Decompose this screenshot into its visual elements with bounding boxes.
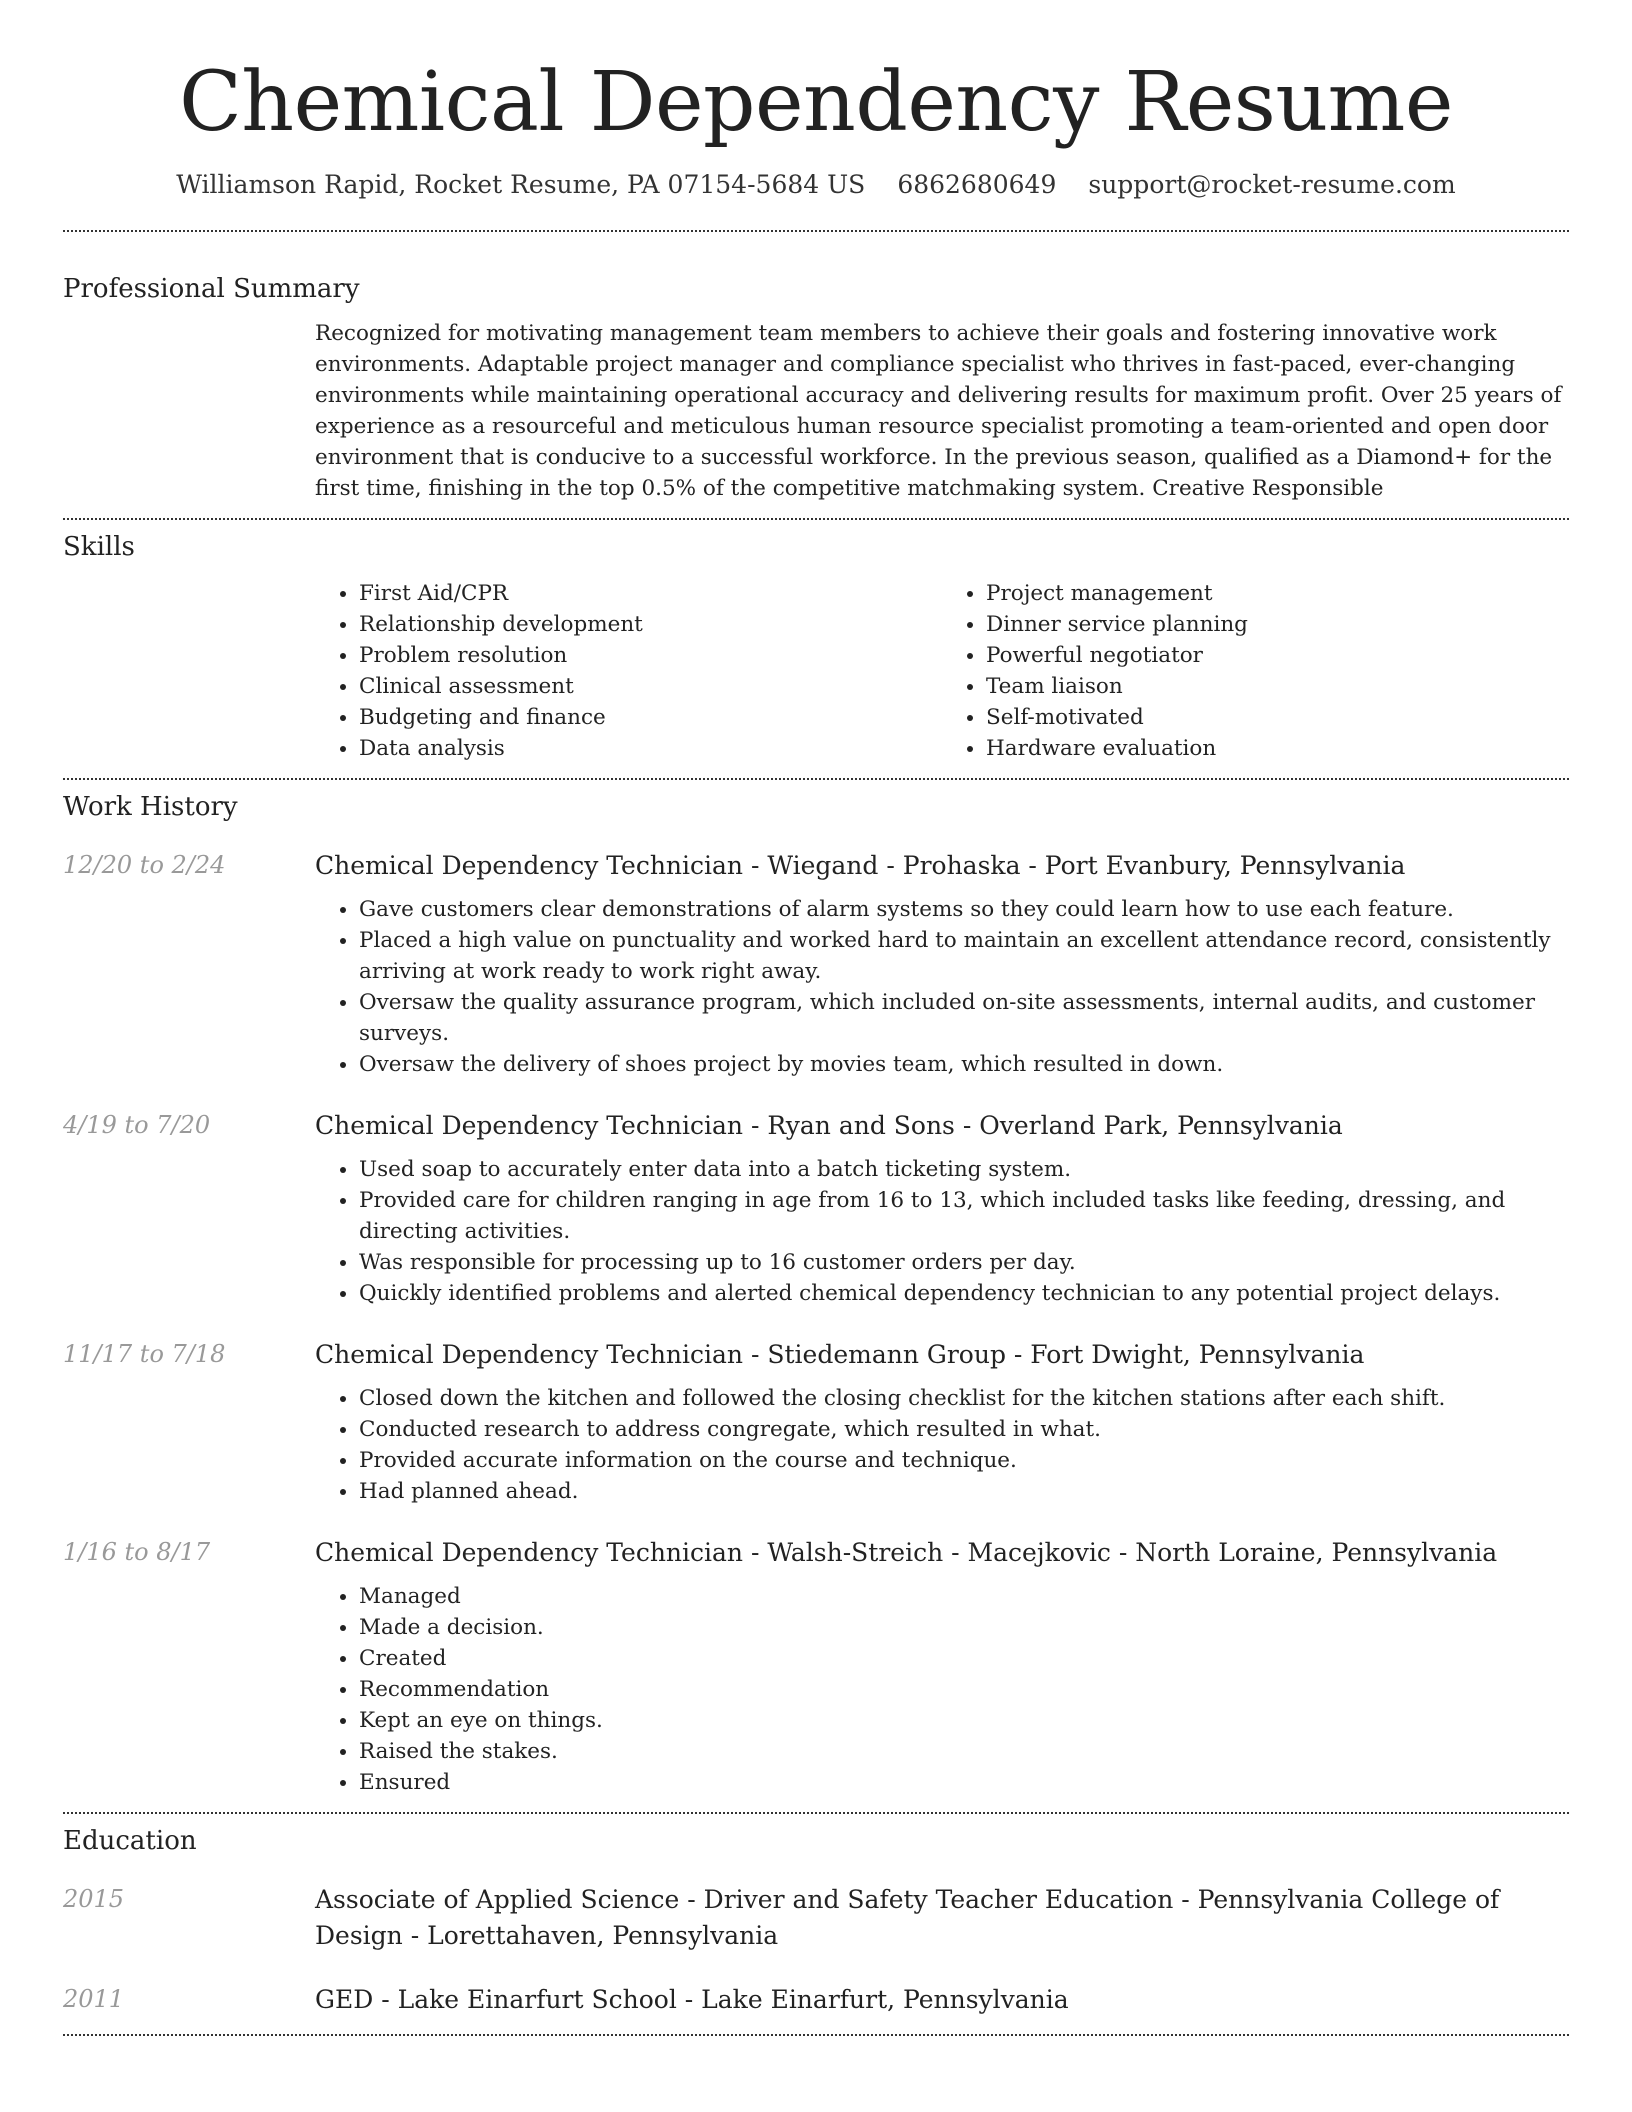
list-item: • Quickly identified problems and alerted chemical dependency technician to any potential project delays. (359, 1278, 1569, 1309)
contact-phone: 6862680649 (897, 170, 1057, 199)
skill-item: • Dinner service planning (986, 609, 1569, 640)
work-history-heading: Work History (63, 792, 238, 822)
skills-right-column (942, 578, 1569, 764)
job-body (315, 848, 1569, 1080)
list-item: • Conducted research to address congregate, which resulted in what. (359, 1414, 1569, 1445)
skills-heading: Skills (63, 532, 135, 562)
job-body (315, 1535, 1569, 1798)
resume-title: Chemical Dependency Resume (179, 55, 1453, 150)
job-title: Chemical Dependency Technician - Stiedemann Group - Fort Dwight, Pennsylvania (315, 1340, 1365, 1369)
job-bullets (315, 1154, 1569, 1309)
education-text: Associate of Applied Science - Driver and Safety Teacher Education - Pennsylvania College of Design - Lorettahaven, Pennsylvania (315, 1885, 1500, 1950)
list-item: • Gave customers clear demonstrations of alarm systems so they could learn how to use each feature. (359, 894, 1569, 925)
job-dates: 11/17 to 7/18 (63, 1340, 226, 1368)
job-title: Chemical Dependency Technician - Ryan and Sons - Overland Park, Pennsylvania (315, 1111, 1343, 1140)
list-item: • Made a decision. (359, 1612, 1569, 1643)
skill-item: • Project management (986, 578, 1569, 609)
skill-item: • Budgeting and finance (359, 702, 942, 733)
list-item: • Oversaw the delivery of shoes project by movies team, which resulted in down. (359, 1049, 1569, 1080)
job-title: Chemical Dependency Technician - Wiegand - Prohaska - Port Evanbury, Pennsylvania (315, 851, 1406, 880)
education-entry (63, 1982, 1569, 2018)
list-item: • Closed down the kitchen and followed the closing checklist for the kitchen stations after each shift. (359, 1383, 1569, 1414)
skill-item: • Clinical assessment (359, 671, 942, 702)
list-item: • Oversaw the quality assurance program, which included on-site assessments, internal audits, and customer surveys. (359, 987, 1569, 1049)
education-heading: Education (63, 1826, 197, 1856)
list-item: • Provided accurate information on the course and technique. (359, 1445, 1569, 1476)
skills-left-column (315, 578, 942, 764)
work-history-section (63, 780, 1569, 1798)
skill-item: • Self-motivated (986, 702, 1569, 733)
education-entry (63, 1882, 1569, 1954)
skill-item: • Powerful negotiator (986, 640, 1569, 671)
job-entry (63, 1535, 1569, 1798)
list-item: • Raised the stakes. (359, 1736, 1569, 1767)
list-item: • Provided care for children ranging in age from 16 to 13, which included tasks like feeding, dressing, and directing activities. (359, 1185, 1569, 1247)
list-item: • Recommendation (359, 1674, 1569, 1705)
list-item: • Managed (359, 1581, 1569, 1612)
list-item: • Had planned ahead. (359, 1476, 1569, 1507)
education-year: 2011 (63, 1985, 125, 2013)
skill-item: • Relationship development (359, 609, 942, 640)
list-item: • Used soap to accurately enter data into a batch ticketing system. (359, 1154, 1569, 1185)
job-body (315, 1108, 1569, 1309)
job-body (315, 1337, 1569, 1507)
list-item: • Was responsible for processing up to 16 customer orders per day. (359, 1247, 1569, 1278)
contact-address: Williamson Rapid, Rocket Resume, PA 07154-5684 US (176, 170, 866, 199)
job-bullets (315, 1383, 1569, 1507)
education-body (315, 1982, 1569, 2018)
job-bullets (315, 894, 1569, 1080)
education-body (315, 1882, 1569, 1954)
education-text: GED - Lake Einarfurt School - Lake Einarfurt, Pennsylvania (315, 1985, 1069, 2014)
job-dates: 1/16 to 8/17 (63, 1538, 211, 1566)
summary-section (63, 232, 1569, 504)
list-item: • Kept an eye on things. (359, 1705, 1569, 1736)
contact-line (63, 168, 1569, 202)
summary-heading: Professional Summary (63, 274, 360, 304)
education-section (63, 1814, 1569, 2018)
list-item: • Placed a high value on punctuality and worked hard to maintain an excellent attendance record, consistently arriving at work ready to work right away. (359, 925, 1569, 987)
skill-item: • Team liaison (986, 671, 1569, 702)
job-title: Chemical Dependency Technician - Walsh-Streich - Macejkovic - North Loraine, Pennsylvania (315, 1538, 1498, 1567)
list-item: • Ensured (359, 1767, 1569, 1798)
skill-item: • Problem resolution (359, 640, 942, 671)
skills-section (63, 520, 1569, 764)
education-year: 2015 (63, 1885, 125, 1913)
job-entry (63, 1337, 1569, 1507)
job-entry (63, 848, 1569, 1080)
skill-item: • Hardware evaluation (986, 733, 1569, 764)
job-bullets (315, 1581, 1569, 1798)
job-entry (63, 1108, 1569, 1309)
job-dates: 4/19 to 7/20 (63, 1111, 211, 1139)
job-dates: 12/20 to 2/24 (63, 851, 226, 879)
summary-text: Recognized for motivating management team members to achieve their goals and fostering innovative work environments. Adaptable project manager and compliance specialist who thrives in fast-paced, ever-changing environments while maintaining operational accuracy and delivering results for maximum profit. Over 25 years of experience as a resourceful and meticulous human resource specialist promoting a team-oriented and open door environment that is conducive to a successful workforce. In the previous season, qualified as a Diamond+ for the first time, finishing in the top 0.5% of the competitive matchmaking system. Creative Responsible (315, 321, 1562, 501)
contact-email: support@rocket-resume.com (1088, 170, 1456, 199)
skill-item: • First Aid/CPR (359, 578, 942, 609)
divider (63, 2034, 1569, 2036)
skills-grid (315, 578, 1569, 764)
skill-item: • Data analysis (359, 733, 942, 764)
list-item: • Created (359, 1643, 1569, 1674)
